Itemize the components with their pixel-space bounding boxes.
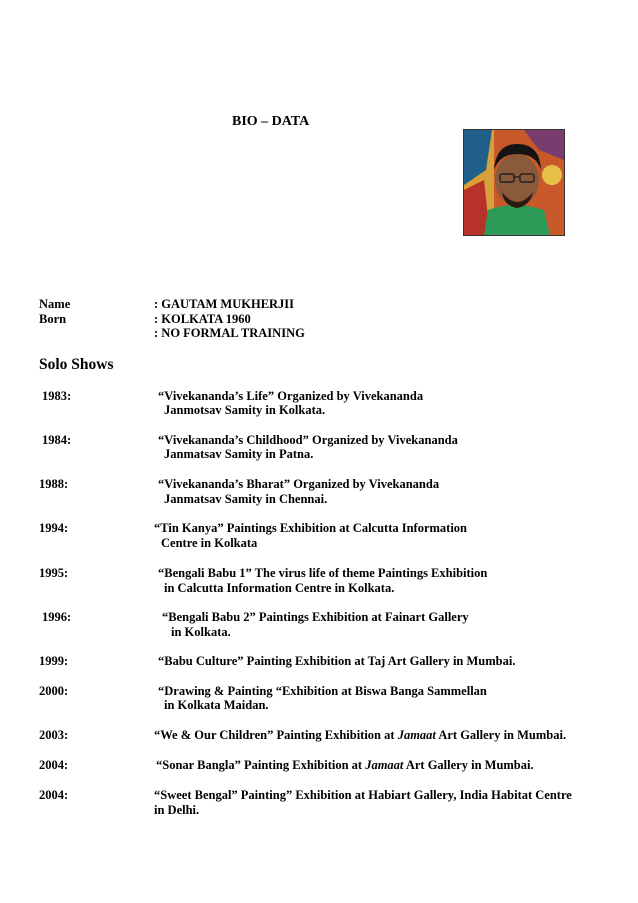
portrait-image (464, 130, 564, 235)
born-label: Born (39, 312, 67, 326)
show-title-post: Art Gallery in Mumbai. (435, 728, 567, 742)
show-year: 1983: (42, 389, 72, 403)
show-year: 1995: (39, 566, 69, 580)
show-year: 2004: (39, 788, 69, 802)
show-detail: Janmatsav Samity in Chennai. (164, 492, 328, 506)
show-year: 1988: (39, 477, 69, 491)
show-title: “Babu Culture” Painting Exhibition at Taj Art Gallery in Mumbai. (158, 654, 516, 668)
show-detail: in Kolkata Maidan. (164, 698, 269, 712)
show-year: 2000: (39, 684, 69, 698)
gallery-name: Jamaat (397, 728, 436, 742)
show-detail: in Calcutta Information Centre in Kolkata. (164, 581, 395, 595)
training-value: : NO FORMAL TRAINING (154, 326, 305, 340)
name-value: : GAUTAM MUKHERJII (154, 297, 295, 311)
show-year: 1999: (39, 654, 69, 668)
show-detail: Centre in Kolkata (161, 536, 258, 550)
show-title: “Bengali Babu 1” The virus life of theme Paintings Exhibition (158, 566, 488, 580)
show-year: 1996: (42, 610, 72, 624)
page-title: BIO – DATA (232, 114, 310, 129)
show-title: “Bengali Babu 2” Paintings Exhibition at Fainart Gallery (162, 610, 469, 624)
show-title-pre: “Sonar Bangla” Painting Exhibition at (156, 758, 366, 772)
show-detail: in Delhi. (154, 803, 200, 817)
show-title: “Vivekananda’s Bharat” Organized by Vivekananda (158, 477, 440, 491)
solo-shows-heading: Solo Shows (39, 356, 114, 373)
portrait-photo (463, 129, 565, 236)
show-year: 2004: (39, 758, 69, 772)
show-year: 1994: (39, 521, 69, 535)
name-label: Name (39, 297, 71, 311)
show-title: “Tin Kanya” Paintings Exhibition at Calcutta Information (154, 521, 468, 535)
show-title-post: Art Gallery in Mumbai. (403, 758, 534, 772)
show-detail: Janmatsav Samity in Patna. (164, 447, 314, 461)
show-title: “Sweet Bengal” Painting” Exhibition at Habiart Gallery, India Habitat Centre (154, 788, 572, 802)
show-title-pre: “We & Our Children” Painting Exhibition at (154, 728, 398, 742)
show-title (156, 758, 534, 773)
show-title (154, 728, 566, 743)
show-title: “Vivekananda’s Life” Organized by Vivekananda (158, 389, 424, 403)
show-detail: in Kolkata. (171, 625, 231, 639)
show-year: 2003: (39, 728, 69, 742)
born-value: : KOLKATA 1960 (154, 312, 251, 326)
show-year: 1984: (42, 433, 72, 447)
show-title: “Drawing & Painting “Exhibition at Biswa Banga Sammellan (158, 684, 487, 698)
gallery-name: Jamaat (365, 758, 404, 772)
show-detail: Janmotsav Samity in Kolkata. (164, 403, 326, 417)
show-title: “Vivekananda’s Childhood” Organized by Vivekananda (158, 433, 458, 447)
